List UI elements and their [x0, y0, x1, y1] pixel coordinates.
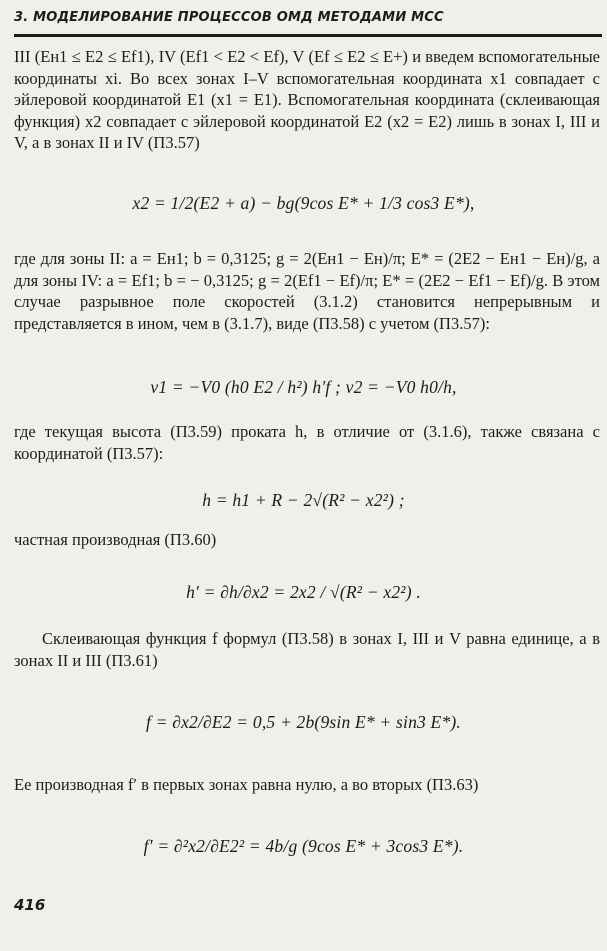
header-rule — [14, 34, 602, 37]
formula-p3-61: f = ∂x2/∂E2 = 0,5 + 2b(9sin E* + sin3 E*). — [146, 712, 461, 732]
running-header: 3. МОДЕЛИРОВАНИЕ ПРОЦЕССОВ ОМД МЕТОДАМИ МСС — [14, 10, 444, 25]
formula-p3-60: h′ = ∂h/∂x2 = 2x2 / √(R² − x2²) . — [186, 582, 421, 602]
page-number: 416 — [14, 896, 46, 914]
formula-p3-58: v1 = −V0 (h0 E2 / h²) h′f ; v2 = −V0 h0/h, — [150, 377, 457, 397]
paragraph-gluing-function: Склеивающая функция f формул (П3.58) в зонах I, III и V равна единице, а в зонах II и III (П3.61) — [14, 629, 600, 670]
paragraph-zone-params: где для зоны II: a = Eн1; b = 0,3125; g = 2(Eн1 − Eн)/π; E* = (2E2 − Eн1 − Eн)/g, а для зоны IV: a = Ef1; b = − 0,3125; g = 2(Ef1 − Ef)/π; E* = (2E2 − Ef1 − Ef)/g. В этом случае разрывное поле скоростей (3.1.2) становится непрерывным и представляется в ином, чем в (3.1.7), виде (П3.58) с учетом (П3.57): — [14, 249, 600, 333]
formula-p3-59: h = h1 + R − 2√(R² − x2²) ; — [202, 490, 405, 510]
paragraph-partial-derivative: частная производная (П3.60) — [14, 530, 217, 549]
paragraph-current-height: где текущая высота (П3.59) проката h, в отличие от (3.1.6), также связана с координатой (П3.57): — [14, 422, 600, 463]
paragraph-derivative: Ее производная f′ в первых зонах равна нулю, а во вторых (П3.63) — [14, 775, 479, 794]
formula-p3-63: f′ = ∂²x2/∂E2² = 4b/g (9cos E* + 3cos3 E*). — [143, 836, 464, 856]
paragraph-zones: III (Eн1 ≤ E2 ≤ Ef1), IV (Ef1 < E2 < Ef), V (Ef ≤ E2 ≤ E+) и введем вспомогательные координаты xi. Во всех зонах I–V вспомогательная координата x1 совпадает с эйлеровой координатой E1 (x1 = E1). Вспомогательная координата (склеивающая функция) x2 совпадает с эйлеровой координатой E2 (x2 = E2) лишь в зонах I, III и V, а в зонах II и IV (П3.57) — [14, 47, 600, 152]
formula-p3-57: x2 = 1/2(E2 + a) − bg(9cos E* + 1/3 cos3 E*), — [132, 193, 475, 213]
